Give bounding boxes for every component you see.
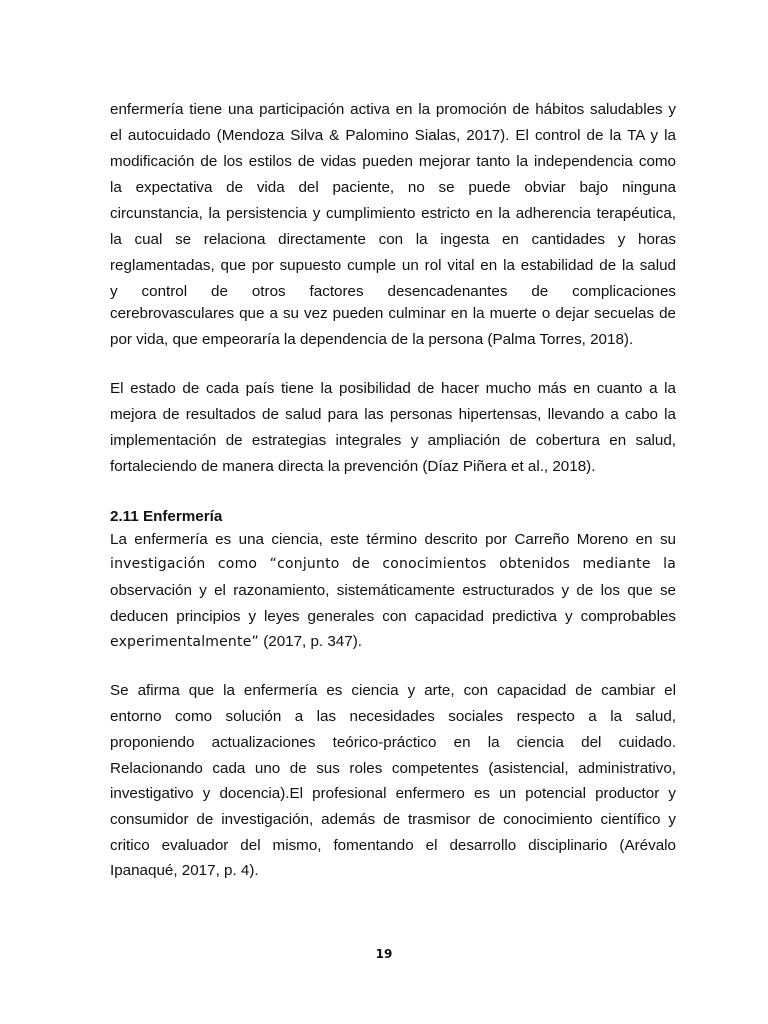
paragraph-line: modificación de los estilos de vidas pueden mejorar tanto la independencia como bbox=[110, 153, 676, 170]
paragraph-line: la expectativa de vida del paciente, no se puede obviar bajo ninguna bbox=[110, 179, 676, 196]
paragraph-line: mejora de resultados de salud para las personas hipertensas, llevando a cabo la bbox=[110, 406, 676, 423]
paragraph-line: Relacionando cada uno de sus roles competentes (asistencial, administrativo, bbox=[110, 760, 676, 777]
citation: (2017, p. 347). bbox=[258, 633, 362, 650]
paragraph-line bbox=[110, 632, 676, 652]
paragraph-line: El estado de cada país tiene la posibilidad de hacer mucho más en cuanto a la bbox=[110, 380, 676, 397]
paragraph-line: enfermería tiene una participación activa en la promoción de hábitos saludables y bbox=[110, 101, 676, 118]
paragraph-line: Se afirma que la enfermería es ciencia y arte, con capacidad de cambiar el bbox=[110, 682, 676, 699]
paragraph-line: entorno como solución a las necesidades sociales respecto a la salud, bbox=[110, 708, 676, 725]
paragraph-line: critico evaluador del mismo, fomentando el desarrollo disciplinario (Arévalo bbox=[110, 837, 676, 854]
paragraph-line: fortaleciendo de manera directa la prevención (Díaz Piñera et al., 2018). bbox=[110, 458, 596, 475]
paragraph-line: implementación de estrategias integrales y ampliación de cobertura en salud, bbox=[110, 432, 676, 449]
paragraph-line: y control de otros factores desencadenantes de complicaciones bbox=[110, 283, 676, 300]
paragraph-line: investigativo y docencia).El profesional enfermero es un potencial productor y bbox=[110, 785, 676, 802]
paragraph-line: por vida, que empeoraría la dependencia de la persona (Palma Torres, 2018). bbox=[110, 331, 634, 348]
paragraph-line: la cual se relaciona directamente con la ingesta en cantidades y horas bbox=[110, 231, 676, 248]
quote-line: investigación como “conjunto de conocimientos obtenidos mediante la bbox=[110, 556, 676, 572]
paragraph-line: circunstancia, la persistencia y cumplimiento estricto en la adherencia terapéutica, bbox=[110, 205, 676, 222]
paragraph-line: el autocuidado (Mendoza Silva & Palomino Sialas, 2017). El control de la TA y la bbox=[110, 127, 676, 144]
quote-end: experimentalmente” bbox=[110, 634, 259, 650]
section-heading: 2.11 Enfermería bbox=[110, 508, 223, 525]
paragraph-line: Ipanaqué, 2017, p. 4). bbox=[110, 862, 259, 879]
paragraph-line: reglamentadas, que por supuesto cumple un rol vital en la estabilidad de la salud bbox=[110, 257, 676, 274]
paragraph-line: proponiendo actualizaciones teórico-práctico en la ciencia del cuidado. bbox=[110, 734, 676, 751]
paragraph-line: deducen principios y leyes generales con capacidad predictiva y comprobables bbox=[110, 608, 676, 625]
paragraph-line: La enfermería es una ciencia, este término descrito por Carreño Moreno en su bbox=[110, 531, 676, 548]
paragraph-line: consumidor de investigación, además de trasmisor de conocimiento científico y bbox=[110, 811, 676, 828]
paragraph-line: cerebrovasculares que a su vez pueden culminar en la muerte o dejar secuelas de bbox=[110, 305, 676, 322]
page-number: 19 bbox=[375, 947, 393, 961]
paragraph-line: observación y el razonamiento, sistemáticamente estructurados y de los que se bbox=[110, 582, 676, 599]
